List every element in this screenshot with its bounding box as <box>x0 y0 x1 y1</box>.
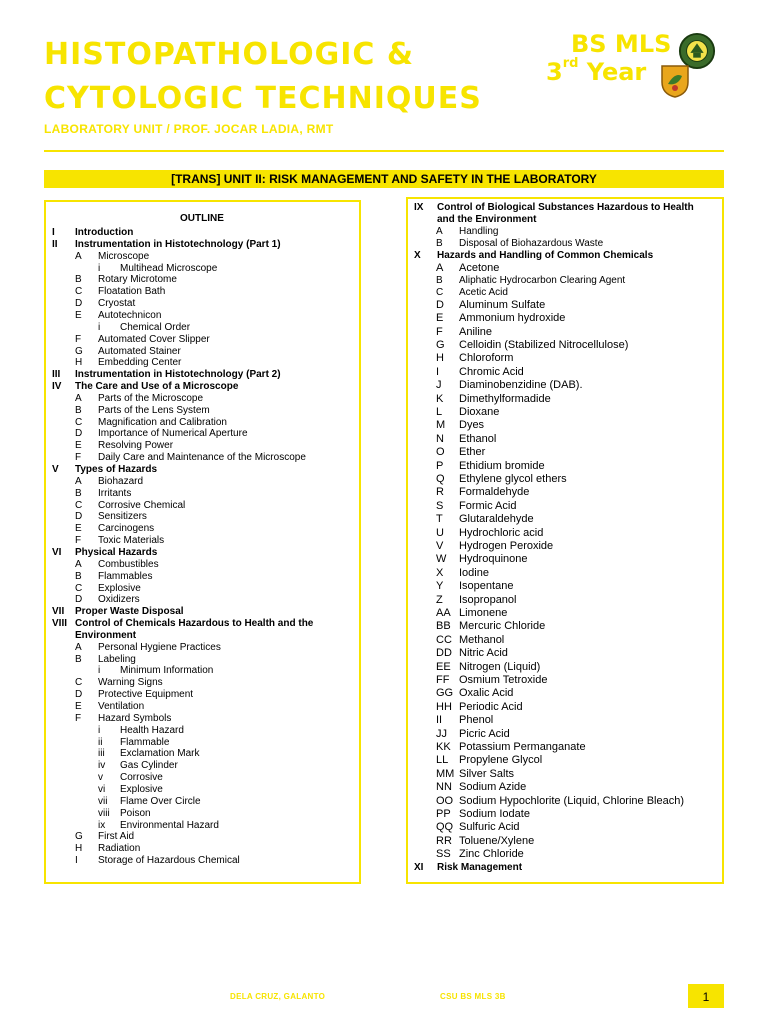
outline-item-text: Flammables <box>98 570 153 582</box>
outline-item-number: vii <box>98 795 108 807</box>
outline-item-number: H <box>75 357 83 369</box>
outline-item-text: Autotechnicon <box>98 309 162 321</box>
outline-heading: OUTLINE <box>180 213 224 224</box>
outline-item-text: Ventilation <box>98 701 145 712</box>
outline-item-text: Dyes <box>459 419 485 432</box>
outline-item-number: F <box>75 333 82 345</box>
outline-item-number: A <box>436 225 443 237</box>
outline-item-number: G <box>75 345 83 357</box>
outline-item-text: Floatation Bath <box>98 286 166 298</box>
outline-item-text: Sodium Azide <box>459 781 527 794</box>
outline-item-number: M <box>436 419 446 432</box>
outline-item-text: Physical Hazards <box>75 546 158 558</box>
outline-item-text: Chemical Order <box>120 321 191 333</box>
outline-item-number: S <box>436 499 444 512</box>
outline-item-number: B <box>75 274 82 286</box>
outline-item-number: C <box>75 499 83 511</box>
outline-item-text: Formaldehyde <box>459 486 530 499</box>
outline-item-text: Handling <box>459 225 499 237</box>
outline-item-number: X <box>436 566 444 579</box>
outline-item-number: C <box>436 286 444 298</box>
outline-item-text: First Aid <box>98 831 135 843</box>
outline-item-number: E <box>75 523 82 535</box>
outline-item-number: NN <box>436 781 452 794</box>
outline-item-text: Introduction <box>75 227 134 238</box>
outline-item-number: JJ <box>436 727 447 740</box>
outline-item-number: B <box>75 653 82 665</box>
outline-item-text: Storage of Hazardous Chemical <box>98 855 240 867</box>
outline-item-text: Ethylene glycol ethers <box>459 472 567 485</box>
college-shield-icon <box>660 64 690 98</box>
outline-item-text: Silver Salts <box>459 767 515 780</box>
outline-item-number: A <box>75 392 82 404</box>
outline-item-text: Control of Biological Substances Hazardous to Health <box>437 202 694 213</box>
outline-item-text: Flammable <box>120 736 170 748</box>
outline-item-text: Nitrogen (Liquid) <box>459 660 541 673</box>
page-number: 1 <box>688 984 724 1008</box>
outline-item-text: Instrumentation in Histotechnology (Part 2) <box>75 369 281 381</box>
outline-item-number: vi <box>98 783 106 795</box>
outline-item-text: Oxalic Acid <box>459 687 514 700</box>
outline-item-number: i <box>98 321 101 333</box>
outline-item-text: Isopentane <box>459 580 514 593</box>
outline-item-text: Instrumentation in Histotechnology (Part 1) <box>75 238 281 250</box>
outline-item-text: Iodine <box>459 566 489 579</box>
outline-item-number: H <box>436 352 444 365</box>
outline-item-text: Potassium Permanganate <box>459 740 586 753</box>
outline-item-number: V <box>52 464 59 475</box>
header-divider <box>44 150 724 152</box>
outline-item-number: PP <box>436 807 451 820</box>
outline-item-text: Glutaraldehyde <box>459 513 534 526</box>
outline-item-text: Parts of the Lens System <box>98 404 210 416</box>
outline-item-text: Dimethylformadide <box>459 392 551 405</box>
footer-section: CSU BS MLS 3B <box>440 992 506 1001</box>
outline-item-number: D <box>75 298 83 310</box>
outline-item-text: Mercuric Chloride <box>459 620 546 633</box>
outline-item-number: B <box>436 237 443 249</box>
outline-item-number: T <box>436 513 443 526</box>
outline-item-number: IV <box>52 381 62 393</box>
outline-item-text: Picric Acid <box>459 727 510 740</box>
outline-item-text: Cryostat <box>98 298 136 310</box>
outline-item-text: Osmium Tetroxide <box>459 673 548 686</box>
outline-item-text: Hazard Symbols <box>98 712 172 724</box>
outline-item-number: ix <box>98 819 106 831</box>
outline-item-number: V <box>436 539 444 552</box>
outline-item-number: v <box>98 772 103 784</box>
outline-item-number: O <box>436 446 445 459</box>
outline-item-number: Y <box>436 580 444 593</box>
outline-item-text: Chromic Acid <box>459 365 524 378</box>
outline-item-number: viii <box>98 807 110 819</box>
outline-item-number: SS <box>436 848 451 861</box>
outline-item-number: N <box>436 432 444 445</box>
outline-item-number: D <box>75 428 83 440</box>
outline-item-number: A <box>75 641 82 653</box>
outline-item-number: i <box>98 665 101 677</box>
outline-item-number: ii <box>98 736 103 748</box>
outline-item-text: Sodium Iodate <box>459 807 530 820</box>
outline-item-number: U <box>436 526 444 539</box>
outline-item-text: Exclamation Mark <box>120 748 200 760</box>
outline-item-text: Limonene <box>459 606 508 619</box>
outline-item-number: GG <box>436 687 454 700</box>
outline-item-text: Methanol <box>459 633 505 646</box>
outline-item-number: F <box>436 325 443 338</box>
outline-item-number: HH <box>436 700 452 713</box>
outline-item-number: C <box>75 416 83 428</box>
outline-item-number: I <box>436 365 440 378</box>
outline-item-number: F <box>75 452 82 464</box>
outline-item-text: Multihead Microscope <box>120 262 218 274</box>
outline-item-number: E <box>75 701 82 712</box>
outline-item-number: XI <box>414 861 424 873</box>
outline-item-number: P <box>436 459 444 472</box>
outline-item-text: Automated Stainer <box>98 345 181 357</box>
outline-item-text: Resolving Power <box>98 440 174 452</box>
outline-item-number: B <box>75 404 82 416</box>
outline-item-text: Personal Hygiene Practices <box>98 641 221 653</box>
outline-item-number: J <box>436 379 442 392</box>
outline-item-text: Ammonium hydroxide <box>459 312 566 325</box>
outline-item-text: Daily Care and Maintenance of the Microscope <box>98 452 306 464</box>
outline-item-number: LL <box>436 754 449 767</box>
year-word: Year <box>578 58 647 86</box>
outline-item-number: III <box>52 369 61 381</box>
outline-item-text: The Care and Use of a Microscope <box>75 381 239 393</box>
outline-item-text: Disposal of Biohazardous Waste <box>459 237 604 249</box>
outline-item-text: Dioxane <box>459 405 500 418</box>
outline-left-box <box>44 200 361 884</box>
outline-item-text: Celloidin (Stabilized Nitrocellulose) <box>459 338 629 351</box>
outline-item-number: C <box>75 286 83 298</box>
outline-item-text: Formic Acid <box>459 499 517 512</box>
outline-item-text: Sulfuric Acid <box>459 821 520 834</box>
outline-item-text: Ethidium bromide <box>459 459 545 472</box>
outline-item-number: A <box>75 475 82 487</box>
year-badge <box>546 58 646 86</box>
outline-item-number: D <box>436 298 444 311</box>
outline-item-text: Acetic Acid <box>459 286 508 298</box>
outline-item-number: A <box>75 250 82 262</box>
outline-item-number: BB <box>436 620 451 633</box>
document-subtitle: LABORATORY UNIT / PROF. JOCAR LADIA, RMT <box>44 122 334 136</box>
outline-item-text: Hydroquinone <box>459 553 528 566</box>
outline-item-number: E <box>436 312 444 325</box>
outline-item-text: Nitric Acid <box>459 647 508 660</box>
outline-item-text: Warning Signs <box>98 677 163 689</box>
outline-item-number: D <box>75 594 83 606</box>
outline-item-number: B <box>75 487 82 499</box>
outline-item-text: Ether <box>459 446 486 459</box>
outline-item-text: Health Hazard <box>120 724 184 736</box>
outline-item-number: iii <box>98 748 105 760</box>
outline-item-text: Corrosive Chemical <box>98 499 186 511</box>
outline-item-number: A <box>436 261 444 274</box>
outline-item-text: Embedding Center <box>98 357 182 369</box>
outline-item-text: Poison <box>120 807 151 819</box>
outline-item-text: Hydrogen Peroxide <box>459 539 554 552</box>
outline-item-number: EE <box>436 660 451 673</box>
outline-item-number: VII <box>52 606 65 618</box>
unit-banner: [TRANS] UNIT II: RISK MANAGEMENT AND SAFETY IN THE LABORATORY <box>44 170 724 188</box>
outline-item-text: Explosive <box>98 582 141 594</box>
outline-item-number: VIII <box>52 618 68 630</box>
outline-item-number: FF <box>436 673 450 686</box>
outline-item-number: MM <box>436 767 455 780</box>
outline-item-number: IX <box>414 202 424 213</box>
outline-item-number: K <box>436 392 444 405</box>
outline-item-number: E <box>75 440 82 452</box>
outline-item-text: Toluene/Xylene <box>459 834 535 847</box>
outline-item-text: Minimum Information <box>120 665 214 677</box>
outline-item-number: I <box>75 855 78 867</box>
outline-item-number: II <box>52 238 58 250</box>
outline-item-number: L <box>436 405 443 418</box>
outline-item-number: G <box>75 831 83 843</box>
outline-item-text: Types of Hazards <box>75 464 158 475</box>
outline-item-number: D <box>75 511 83 523</box>
outline-item-number: B <box>436 274 443 286</box>
outline-item-text: and the Environment <box>437 213 537 225</box>
outline-item-number: Z <box>436 593 443 606</box>
outline-item-text: Phenol <box>459 714 494 727</box>
outline-item-text: Sodium Hypochlorite (Liquid, Chlorine Bleach) <box>459 794 685 807</box>
outline-item-text: Acetone <box>459 261 500 274</box>
outline-item-text: Isopropanol <box>459 593 517 606</box>
outline-item-text: Hydrochloric acid <box>459 526 544 539</box>
outline-item-text: Environment <box>75 629 137 641</box>
outline-item-text: Aliphatic Hydrocarbon Clearing Agent <box>459 274 626 286</box>
outline-item-text: Propylene Glycol <box>459 754 543 767</box>
outline-item-number: D <box>75 689 83 701</box>
outline-item-text: Sensitizers <box>98 511 147 523</box>
outline-item-number: G <box>436 338 445 351</box>
outline-item-text: Control of Chemicals Hazardous to Health and the <box>75 618 314 630</box>
outline-item-text: Flame Over Circle <box>120 795 201 807</box>
outline-item-number: II <box>436 714 443 727</box>
outline-item-text: Hazards and Handling of Common Chemicals <box>437 249 654 261</box>
program-badge: BS MLS <box>571 30 672 58</box>
outline-item-number: VI <box>52 546 62 558</box>
outline-item-text: Microscope <box>98 250 150 262</box>
outline-item-number: F <box>75 535 82 547</box>
outline-item-number: i <box>98 262 101 274</box>
outline-item-number: A <box>75 558 82 570</box>
outline-item-text: Automated Cover Slipper <box>98 333 210 345</box>
outline-item-text: Protective Equipment <box>98 689 194 701</box>
outline-item-text: Environmental Hazard <box>120 819 219 831</box>
outline-item-text: Zinc Chloride <box>459 848 524 861</box>
outline-item-text: Periodic Acid <box>459 700 523 713</box>
year-number: 3 <box>546 58 563 86</box>
outline-item-number: Q <box>436 472 445 485</box>
outline-item-text: Oxidizers <box>98 594 140 606</box>
footer-authors: DELA CRUZ, GALANTO <box>230 992 326 1001</box>
outline-item-text: Risk Management <box>437 861 523 873</box>
outline-item-text: Corrosive <box>120 772 163 784</box>
outline-item-text: Labeling <box>98 653 136 665</box>
outline-item-number: I <box>52 227 55 238</box>
outline-item-number: E <box>75 309 82 321</box>
outline-item-text: Aniline <box>459 325 493 338</box>
outline-item-text: Biohazard <box>98 475 144 487</box>
outline-item-text: Explosive <box>120 783 163 795</box>
outline-item-number: iv <box>98 760 106 772</box>
outline-item-text: Toxic Materials <box>98 535 165 547</box>
outline-item-text: Importance of Numerical Aperture <box>98 428 248 440</box>
outline-item-number: C <box>75 582 83 594</box>
outline-item-text: Magnification and Calibration <box>98 416 227 428</box>
outline-item-number: R <box>436 486 444 499</box>
outline-item-text: Carcinogens <box>98 523 155 535</box>
outline-right-box <box>406 197 724 884</box>
outline-item-text: Radiation <box>98 843 141 855</box>
outline-item-text: Diaminobenzidine (DAB). <box>459 379 583 392</box>
outline-item-text: Rotary Microtome <box>98 274 177 286</box>
outline-item-text: Parts of the Microscope <box>98 392 204 404</box>
outline-item-number: AA <box>436 606 451 619</box>
outline-item-text: Irritants <box>98 487 132 499</box>
document-title-line-2: CYTOLOGIC TECHNIQUES <box>44 81 482 116</box>
outline-item-text: Combustibles <box>98 558 159 570</box>
year-suffix: rd <box>562 56 579 71</box>
outline-item-number: H <box>75 843 83 855</box>
outline-item-text: Aluminum Sulfate <box>459 298 546 311</box>
outline-item-text: Ethanol <box>459 432 497 445</box>
outline-item-number: B <box>75 570 82 582</box>
outline-item-text: Gas Cylinder <box>120 760 178 772</box>
outline-item-text: Proper Waste Disposal <box>75 606 184 618</box>
outline-item-number: W <box>436 553 447 566</box>
outline-item-number: DD <box>436 647 452 660</box>
outline-item-number: QQ <box>436 821 454 834</box>
outline-item-number: CC <box>436 633 452 646</box>
outline-item-number: RR <box>436 834 452 847</box>
outline-item-number: OO <box>436 794 454 807</box>
outline-item-number: F <box>75 712 82 724</box>
document-title-line-1: HISTOPATHOLOGIC & <box>44 37 414 72</box>
outline-item-number: KK <box>436 740 451 753</box>
outline-item-number: X <box>414 249 421 261</box>
outline-item-number: i <box>98 724 101 736</box>
outline-item-number: C <box>75 677 83 689</box>
outline-item-text: Chloroform <box>459 352 514 365</box>
